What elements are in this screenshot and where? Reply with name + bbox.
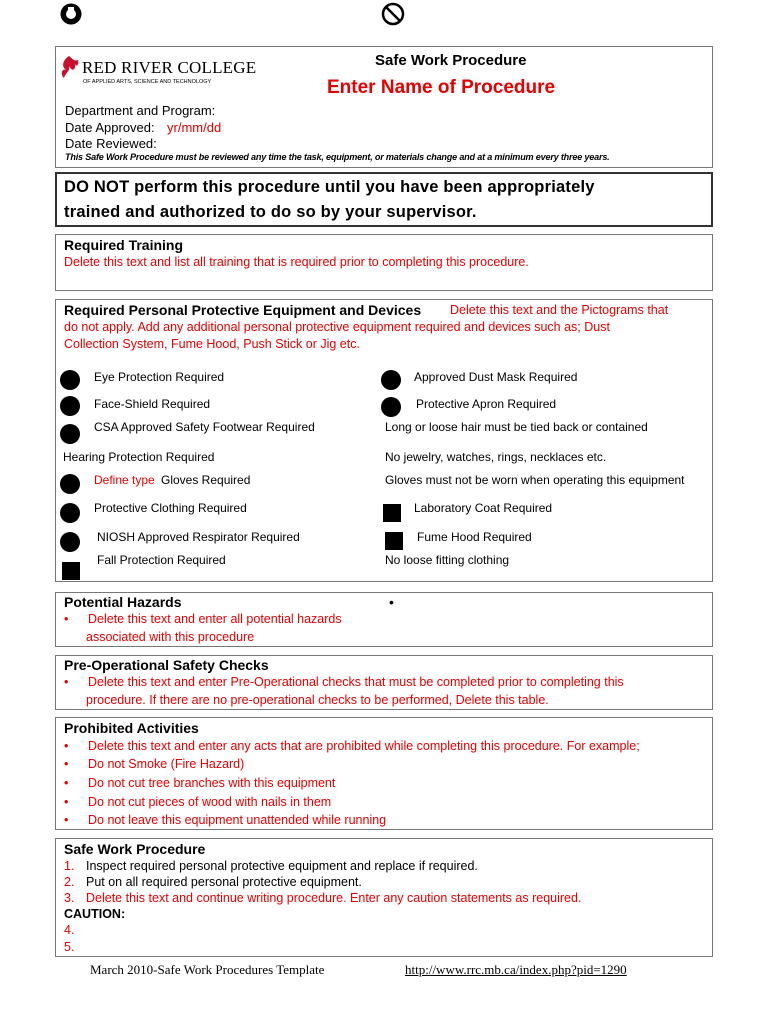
training-text: Delete this text and list all training that is required prior to completing this procedure. — [64, 255, 529, 269]
preop-item-cont: procedure. If there are no pre-operational checks to be performed, Delete this table. — [86, 693, 549, 707]
preop-title: Pre-Operational Safety Checks — [64, 657, 269, 673]
eye-protection-icon — [60, 370, 80, 390]
warning-line-2: trained and authorized to do so by your supervisor. — [64, 203, 477, 221]
ppe-apron: Protective Apron Required — [416, 397, 557, 411]
ppe-face-shield: Face-Shield Required — [94, 397, 211, 411]
procedure-step-5: 5. — [64, 940, 75, 954]
procedure-name: Enter Name of Procedure — [327, 77, 556, 98]
ppe-safety-footwear: CSA Approved Safety Footwear Required — [94, 420, 315, 434]
ppe-protective-clothing: Protective Clothing Required — [94, 501, 247, 515]
caution-label: CAUTION: — [64, 907, 126, 921]
safety-footwear-icon — [60, 424, 80, 444]
college-tagline: OF APPLIED ARTS, SCIENCE AND TECHNOLOGY — [83, 79, 212, 85]
doc-type-title: Safe Work Procedure — [375, 52, 527, 69]
warning-line-1: DO NOT perform this procedure until you have been appropriately — [64, 178, 595, 196]
ppe-fall-protection: Fall Protection Required — [97, 553, 226, 567]
ppe-note-line-1: Delete this text and the Pictograms that — [450, 303, 669, 317]
footer-left: March 2010-Safe Work Procedures Template — [90, 962, 325, 977]
prohibited-title: Prohibited Activities — [64, 720, 199, 736]
ppe-gloves-define-type: Define type — [94, 473, 155, 487]
footer-link[interactable]: http://www.rrc.mb.ca/index.php?pid=1290 — [405, 962, 627, 977]
ppe-title: Required Personal Protective Equipment and Devices — [64, 302, 422, 318]
ppe-no-gloves-operating: Gloves must not be worn when operating this equipment — [385, 473, 685, 487]
date-reviewed-label: Date Reviewed: — [65, 136, 157, 151]
protective-clothing-icon — [60, 503, 80, 523]
fume-hood-icon — [385, 532, 403, 550]
ppe-hair: Long or loose hair must be tied back or contained — [385, 420, 648, 434]
procedure-step-4: 4. — [64, 923, 75, 937]
ppe-hearing-protection: Hearing Protection Required — [63, 450, 215, 464]
ppe-note-line-2: do not apply. Add any additional personal protective equipment required and devices such as; Dust — [64, 320, 610, 334]
ppe-no-loose-clothing: No loose fitting clothing — [385, 553, 510, 567]
date-approved-value: yr/mm/dd — [167, 120, 222, 135]
date-approved-label: Date Approved: — [65, 120, 155, 135]
hazards-title: Potential Hazards — [64, 594, 182, 610]
college-logo — [58, 54, 257, 90]
ppe-fume-hood: Fume Hood Required — [417, 530, 532, 544]
dust-mask-icon — [381, 370, 401, 390]
gloves-icon — [60, 474, 80, 494]
ppe-note-line-3: Collection System, Fume Hood, Push Stick or Jig etc. — [64, 337, 360, 351]
ppe-gloves: Gloves Required — [161, 473, 251, 487]
apron-icon — [381, 397, 401, 417]
lab-coat-icon — [383, 504, 401, 522]
procedure-title: Safe Work Procedure — [64, 841, 206, 857]
top-center-pictogram-icon — [381, 1, 405, 27]
review-note: This Safe Work Procedure must be reviewed any time the task, equipment, or materials change and at a minimum every three years. — [65, 152, 610, 162]
fall-protection-icon — [62, 562, 80, 580]
ppe-respirator: NIOSH Approved Respirator Required — [97, 530, 300, 544]
department-label: Department and Program: — [65, 103, 216, 118]
college-logo-mark-icon — [58, 54, 80, 80]
respirator-icon — [60, 532, 80, 552]
face-shield-icon — [60, 396, 80, 416]
training-title: Required Training — [64, 237, 184, 253]
college-name: RED RIVER COLLEGE — [82, 58, 257, 77]
top-left-pictogram-icon — [60, 3, 82, 25]
hazards-item-cont: associated with this procedure — [86, 630, 255, 644]
ppe-lab-coat: Laboratory Coat Required — [414, 501, 553, 515]
ppe-eye-protection: Eye Protection Required — [94, 370, 225, 384]
hazards-right-bullet: • — [389, 594, 394, 610]
ppe-no-jewelry: No jewelry, watches, rings, necklaces etc. — [385, 450, 607, 464]
ppe-dust-mask: Approved Dust Mask Required — [414, 370, 578, 384]
